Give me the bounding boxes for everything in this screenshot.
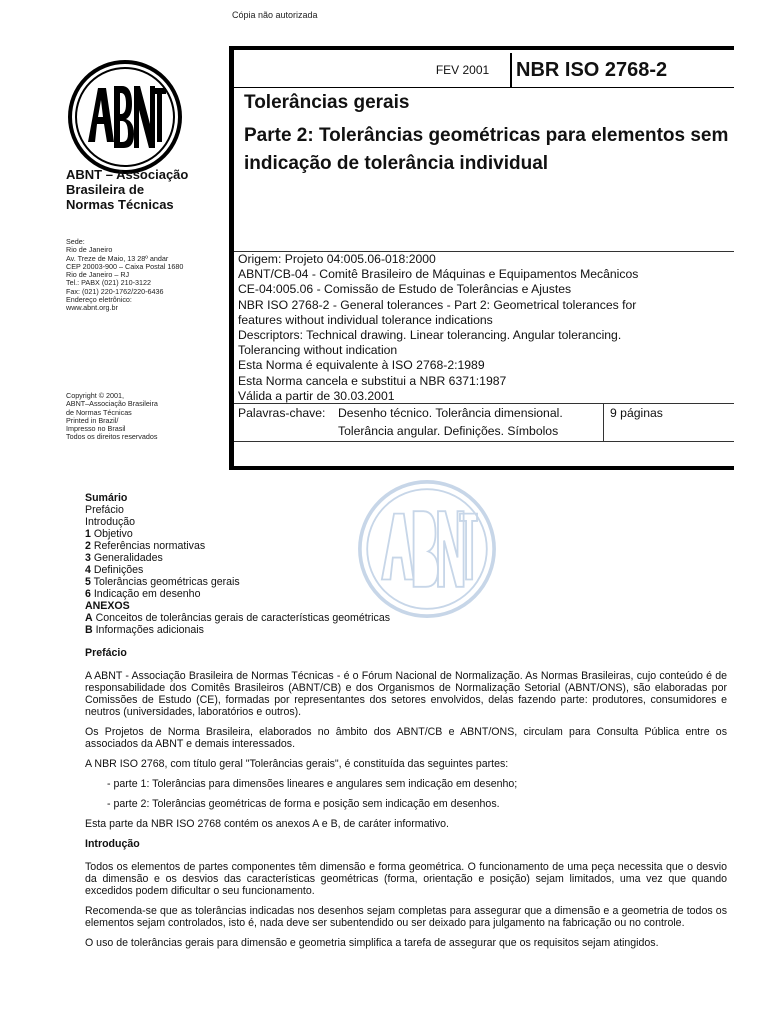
keywords-line: Desenho técnico. Tolerância dimensional. [338,406,563,420]
toc-item-label: Referências normativas [93,540,206,552]
meta-equivalence: Esta Norma é equivalente à ISO 2768-2:1989 [238,358,485,373]
toc-item[interactable] [85,576,727,588]
address-line: Av. Treze de Maio, 13 28º andar [66,253,169,263]
toc-item-label: Definições [93,564,144,576]
header-top-rule [229,46,734,50]
copyright-line: de Normas Técnicas [66,407,132,417]
copyright-line: Printed in Brazil/ [66,415,119,425]
preface-paragraph: Os Projetos de Norma Brasileira, elaborados no âmbito dos ABNT/CB e ABNT/ONS, circulam para Consulta Pública entre os associados da ABNT e demais interessados. [85,726,727,750]
copyright-line: Impresso no Brasil [66,424,126,434]
summary-heading: Sumário [85,492,128,504]
keywords-divider [234,403,734,404]
toc-item-label: Generalidades [93,552,163,564]
keywords-label: Palavras-chave: [238,406,326,420]
toc-annex[interactable] [85,624,727,636]
header-divider [234,87,734,88]
abnt-logo-icon [66,58,184,176]
keywords-line: Tolerância angular. Definições. Símbolos [338,424,559,438]
abnt-logo [66,58,184,176]
meta-english-title: NBR ISO 2768-2 - General tolerances - Part 2: Geometrical tolerances for [238,297,637,312]
document-metadata [238,252,732,404]
org-name-line: Normas Técnicas [66,197,174,212]
document-title: Tolerâncias gerais [244,92,410,113]
org-name-line: Brasileira de [66,182,145,197]
header-left-rule [229,47,234,470]
address-line: CEP 20003-900 – Caixa Postal 1680 [66,261,184,271]
meta-committee: ABNT/CB-04 - Comitê Brasileiro de Máquinas e Equipamentos Mecânicos [238,267,639,282]
copyright-notice [66,392,226,442]
copyright-line: Todos os direitos reservados [66,432,158,442]
preface-paragraph: A ABNT - Associação Brasileira de Normas Técnicas - é o Fórum Nacional de Normalização. As Normas Brasileiras, cujo conteúdo é de responsabilidade dos Comitês Brasileiros (ABNT/CB) e dos Organismos de Normalização Setorial (ABNT/ONS), são elaboradas por Comissões de Estudo (CE), formadas por representantes dos setores envolvidos, delas fazendo parte: produtores, consumidores e neutros (universidades, laboratórios e outros). [85,670,727,718]
header-bottom-rule [229,466,734,470]
preface-paragraph: A NBR ISO 2768, com título geral "Tolerâncias gerais", é constituída das seguintes partes: [85,758,509,770]
toc-item[interactable] [85,504,727,516]
toc-item-number: 6 [85,588,91,600]
address-line: Rio de Janeiro – RJ [66,270,130,280]
organization-name [66,167,216,212]
toc-item-number: 2 [85,540,91,552]
meta-descriptors-cont: Tolerancing without indication [238,343,398,358]
meta-valid-from: Válida a partir de 30.03.2001 [238,388,395,403]
introduction-paragraph: Recomenda-se que as tolerâncias indicadas nos desenhos sejam completas para assegurar que a dimensão e a geometria de todos os elementos sejam controlados, isto é, nada deve ser subentendido ou ser deixado para julgamento na fabricação ou no controle. [85,905,727,929]
toc-item[interactable] [85,564,727,576]
toc-item-label: Indicação em desenho [93,588,201,600]
toc-item[interactable] [85,540,727,552]
introduction-heading: Introdução [85,838,140,850]
address-line: Tel.: PABX (021) 210-3122 [66,278,151,288]
document-body [85,492,727,957]
address-line: Endereço eletrônico: [66,295,132,305]
meta-descriptors: Descriptors: Technical drawing. Linear tolerancing. Angular tolerancing. [238,328,622,343]
address-line: Fax: (021) 220-1762/220-6436 [66,286,164,296]
preface-paragraph: Esta parte da NBR ISO 2768 contém os anexos A e B, de caráter informativo. [85,818,449,830]
copyright-line: Copyright © 2001, [66,391,125,400]
annex-letter: A [85,612,93,624]
publication-date: FEV 2001 [415,53,512,87]
meta-bottom-rule [234,441,734,442]
toc-annex[interactable] [85,612,727,624]
toc-item-number: 4 [85,564,91,576]
toc-item-label: Objetivo [93,528,133,540]
meta-replaces: Esta Norma cancela e substitui a NBR 6371:1987 [238,373,507,388]
unauthorized-copy-notice: Cópia não autorizada [232,10,318,20]
toc-item-label: Prefácio [85,504,124,516]
annex-heading: ANEXOS [85,600,130,612]
annex-label: Conceitos de tolerâncias gerais de características geométricas [95,612,391,624]
toc-item-number: 3 [85,552,91,564]
annex-letter: B [85,624,93,636]
standard-code: NBR ISO 2768-2 [516,58,668,81]
introduction-paragraph: Todos os elementos de partes componentes têm dimensão e forma geométrica. O funcionamento de uma peça necessita que o desvio da dimensão e os desvios das características geométricas (forma, orientação e posição) sejam limitados, uma vez que quando excedidos podem dificultar o seu funcionamento. [85,861,727,897]
meta-commission: CE-04:005.06 - Comissão de Estudo de Tolerâncias e Ajustes [238,282,572,297]
toc-item-number: 5 [85,576,91,588]
toc-item[interactable] [85,588,727,600]
toc-item[interactable] [85,528,727,540]
meta-english-title-cont: features without individual tolerance indications [238,312,493,327]
toc-item-label: Introdução [85,516,136,528]
address-line: Rio de Janeiro [66,245,113,255]
parts-list-item: - parte 1: Tolerâncias para dimensões lineares e angulares sem indicação em desenho; [107,778,518,790]
org-name-line: ABNT – Associação [66,167,189,182]
meta-origin: Origem: Projeto 04:005.06-018:2000 [238,252,436,266]
parts-list-item: - parte 2: Tolerâncias geométricas de forma e posição sem indicação em desenhos. [107,798,500,810]
page-count: 9 páginas [610,406,663,420]
toc-item-label: Tolerâncias geométricas gerais [93,576,240,588]
keywords-separator [603,403,604,441]
toc-item[interactable] [85,516,727,528]
organization-address [66,238,226,313]
introduction-paragraph: O uso de tolerâncias gerais para dimensão e geometria simplifica a tarefa de assegurar que os requisitos sejam atingidos. [85,937,659,949]
document-subtitle: Parte 2: Tolerâncias geométricas para elementos sem indicação de tolerância individual [244,125,729,174]
address-line: Sede: [66,237,85,246]
preface-heading: Prefácio [85,647,127,659]
toc-item[interactable] [85,552,727,564]
website-link[interactable]: www.abnt.org.br [66,303,118,313]
annex-label: Informações adicionais [95,624,204,636]
copyright-line: ABNT–Associação Brasileira [66,399,158,409]
toc-item-number: 1 [85,528,91,540]
